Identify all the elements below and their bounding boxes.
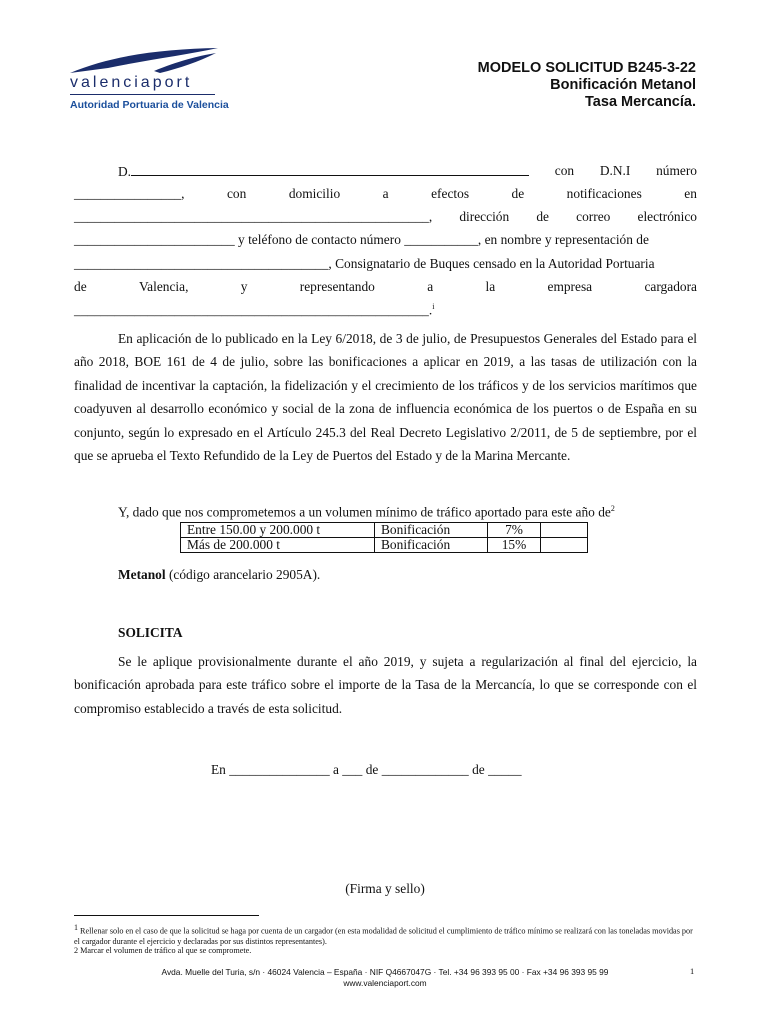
word: Valencia,: [138, 279, 189, 294]
checkbox-cell[interactable]: [541, 538, 588, 553]
metanol-code: (código arancelario 2905A).: [165, 567, 321, 582]
footnote-ref-2: 2: [610, 504, 615, 513]
range-cell: Más de 200.000 t: [181, 538, 375, 553]
form-line-5[interactable]: ______________________________________, Consignatario de Buques censado en la Autoridad Portuaria: [74, 256, 655, 271]
checkbox-cell[interactable]: [541, 523, 588, 538]
request-paragraph: [74, 650, 697, 720]
logo-rule: [70, 94, 215, 95]
footnote-1-mark: 1: [74, 923, 78, 932]
document-header: [478, 60, 696, 111]
word: a: [427, 279, 434, 294]
word: y: [240, 279, 248, 294]
logo-wordmark: valenciaport: [70, 74, 193, 91]
form-line-2: [74, 186, 697, 202]
range-cell: Entre 150.00 y 200.000 t: [181, 523, 375, 538]
word: a: [382, 186, 389, 201]
word: D.N.I: [599, 163, 631, 178]
legal-paragraph: [74, 327, 697, 467]
word: notificaciones: [566, 186, 642, 201]
signature-label: (Firma y sello): [345, 881, 425, 896]
footnote-1-text: Rellenar solo en el caso de que la solicitud se haga por cuenta de un cargador (en esta modalidad de solicitud el cumplimiento de tráfico mínimo se realizará con las toneladas movidas por el cargador durante el ejercicio y declaradas por sus distintos representantes).: [74, 926, 693, 947]
word: electrónico: [637, 209, 697, 224]
word: de: [511, 186, 525, 201]
word: en: [684, 186, 697, 201]
page-number: 1: [690, 967, 695, 976]
table-row: [181, 523, 588, 538]
header-subtitle: Bonificación Metanol: [550, 77, 696, 93]
word: empresa: [547, 279, 593, 294]
footnote-2: 2 Marcar el volumen de tráfico al que se compromete.: [74, 946, 252, 955]
label-cell: Bonificación: [375, 538, 488, 553]
name-blank[interactable]: [131, 163, 529, 176]
word: de: [74, 279, 87, 294]
form-line-1: [74, 163, 697, 180]
company-blank[interactable]: _____________________________________________________.: [74, 302, 433, 318]
d-prefix: D.: [118, 164, 132, 179]
word: de: [536, 209, 549, 224]
dni-blank[interactable]: ________________,: [74, 186, 185, 201]
solicita-text: SOLICITA: [118, 625, 183, 640]
word: la: [485, 279, 496, 294]
form-line-6: [74, 279, 697, 295]
address-blank[interactable]: _____________________________________________________,: [74, 209, 433, 224]
solicita-heading: [74, 621, 697, 644]
logo-subtitle: Autoridad Portuaria de Valencia: [70, 99, 229, 111]
wing-icon: [68, 46, 228, 76]
word: número: [656, 163, 697, 178]
form-line-4[interactable]: ________________________ y teléfono de contacto número ___________, en nombre y representación de: [74, 232, 649, 247]
footer-address: Avda. Muelle del Turia, s/n · 46024 Valencia – España · NIF Q4667047G · Tel. +34 96 393 95 00 · Fax +34 96 393 95 99: [161, 967, 609, 977]
header-title: MODELO SOLICITUD B245-3-22: [477, 60, 696, 76]
form-line-3: [74, 209, 697, 225]
page-footer: [0, 967, 770, 988]
header-subtitle-2: Tasa Mercancía.: [585, 94, 696, 110]
word: domicilio: [288, 186, 341, 201]
word: cargadora: [644, 279, 697, 294]
pct-cell: 7%: [488, 523, 541, 538]
table-row: [181, 538, 588, 553]
word: correo: [576, 209, 611, 224]
commitment-paragraph: [74, 497, 697, 524]
label-cell: Bonificación: [375, 523, 488, 538]
pct-cell: 15%: [488, 538, 541, 553]
footnote-1: [74, 923, 696, 948]
word: representando: [299, 279, 375, 294]
footnote-ref-i: i: [432, 302, 435, 311]
word: efectos: [431, 186, 470, 201]
date-line[interactable]: En _______________ a ___ de _____________ de _____: [211, 762, 522, 777]
commitment-text: Y, dado que nos comprometemos a un volumen mínimo de tráfico aportado para este año de: [118, 504, 611, 520]
footnote-divider: [74, 915, 259, 916]
word: con: [554, 163, 575, 178]
metanol-label: Metanol: [118, 567, 166, 582]
metanol-line: [74, 563, 697, 586]
legal-paragraph-text: En aplicación de lo publicado en la Ley 6/2018, de 3 de julio, de Presupuestos Generales del Estado para el año 2018, BOE 161 de 4 de julio, sobre las bonificaciones a aplicar en 2019, a las tasas de utilización con la finalidad de incentivar la captación, la fidelización y el crecimiento de los tráficos y de los servicios marítimos que coadyuven al desarrollo económico y social de la zona de influencia económica de los puertos o de España en su conjunto, según lo expresado en el Artículo 245.3 del Real Decreto Legislativo 2/2011, de 5 de septiembre, por el que se aprueba el Texto Refundido de la Ley de Puertos del Estado y de la Marina Mercante.: [74, 331, 697, 464]
form-line-7: [74, 302, 697, 318]
word: dirección: [459, 209, 510, 224]
valenciaport-logo: [68, 46, 228, 121]
bonification-table: [180, 522, 588, 553]
word: con: [226, 186, 247, 201]
request-text: Se le aplique provisionalmente durante el año 2019, y sujeta a regularización al final del ejercicio, la bonificación aprobada para este tráfico sobre el importe de la Tasa de la Mercancía, lo que se corresponde con el compromiso establecido a través de esta solicitud.: [74, 654, 697, 716]
footer-website: www.valenciaport.com: [343, 977, 427, 988]
